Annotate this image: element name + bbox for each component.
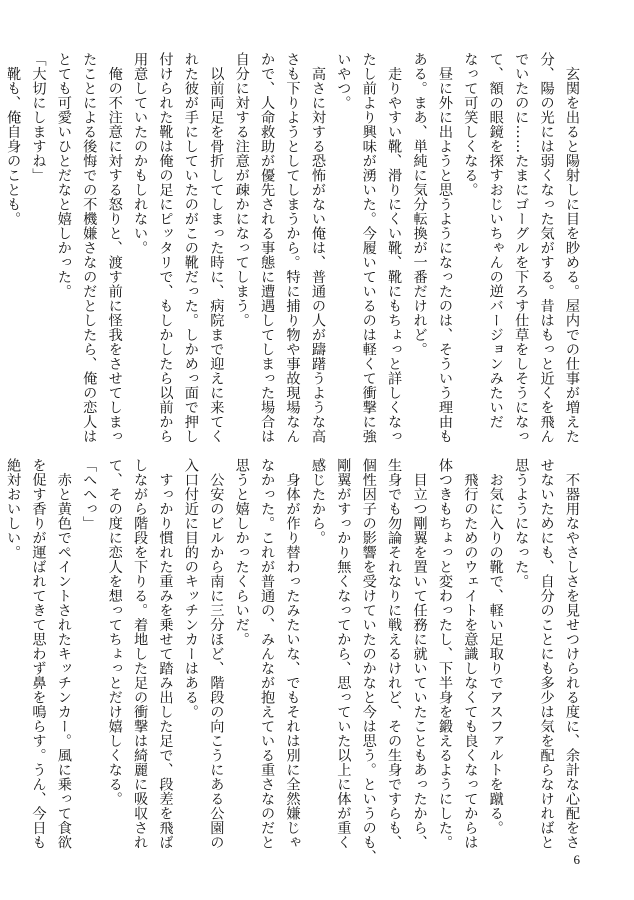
text-line: 感じたから。 (309, 458, 326, 545)
text-line: とても可愛いひとだなと嬉しかった。 (55, 52, 72, 299)
text-line: 思うようになった。 (513, 458, 530, 589)
text-line: を促す香りが運ばれてきて思わず鼻を鳴らす。うん、今日も (30, 458, 47, 850)
text-line: お気に入りの靴で、軽い足取りでアスファルトを蹴る。 (487, 458, 504, 835)
text-line: 以前両足を骨折してしまった時に、病院まで迎えに来てく (208, 52, 225, 444)
text-line: しながら階段を下りる。着地した足の衝撃は綺麗に吸収され (132, 458, 149, 850)
text-line: 玄関を出ると陽射しに目を眇める。屋内での仕事が増えた (564, 52, 580, 444)
text-line: せないためにも、自分のことにも多少は気を配らなければと (538, 458, 555, 850)
text-line: て、額の眼鏡を探すおじいちゃんの逆バージョンみたいだ (487, 52, 504, 429)
text-line: 俺の不注意に対する怒りと、渡す前に怪我をさせてしまっ (106, 52, 123, 444)
text-line: 飛行のためのウェイトを意識しなくても良くなってからは (462, 458, 479, 850)
text-line: 走りやすい靴、滑りにくい靴、靴にもちょっと詳しくなっ (386, 52, 403, 444)
text-line: 身体が作り替わったみたいな、でもそれは別に全然嫌じゃ (284, 458, 301, 850)
page-number: 6 (573, 852, 580, 867)
text-line: 靴も、俺自身のことも。 (5, 52, 22, 226)
text-line: すっかり慣れた重みを乗せて踏み出した足で、段差を飛ば (157, 458, 174, 850)
text-line: いやつ。 (335, 52, 352, 110)
text-line: れた彼が手にしていたのがこの靴だった。しかめっ面で押し (182, 52, 199, 444)
text-line: 分、陽の光には弱くなった気がする。昔はもっと近くを飛ん (538, 52, 555, 444)
text-line: 「大切にしますね」 (30, 52, 47, 183)
text-line: 入口付近に目的のキッチンカーはある。 (182, 458, 199, 719)
text-line: 不器用なやさしさを見せつけられる度に、余計な心配をさ (564, 458, 580, 850)
text-block-top (0, 52, 584, 447)
text-line: でいたのに……たまにゴーグルを下ろす仕草をしそうになっ (513, 52, 530, 444)
text-line: 公安のビルから南に三分ほど、階段の向こうにある公園の (208, 458, 225, 850)
text-line: かで、人命救助が優先される事態に遭遇してしまった場合は (259, 52, 276, 444)
text-line: さも下りようとしてしまうから。特に捕り物や事故現場なん (284, 52, 301, 444)
text-line: 「へへっ」 (81, 458, 98, 531)
text-line: 生身でも勿論それなりに戦えるけれど、その生身ですらも、 (386, 458, 403, 850)
text-line: たし前より興味が湧いた。今履いているのは軽くて衝撃に強 (360, 52, 377, 444)
text-line: ある。まあ、単純に気分転換が一番だけれど。 (411, 52, 428, 357)
text-line: 思うと嬉しかったくらいだ。 (233, 458, 250, 647)
text-line: 体つきもちょっと変わったし、下半身を鍛えるようにした。 (436, 458, 453, 850)
text-line: て、その度に恋人を想ってちょっとだけ嬉しくなる。 (106, 458, 123, 806)
text-line: なって可笑しくなる。 (462, 52, 479, 197)
text-line: たことによる後悔での不機嫌さなのだとしたら、俺の恋人は (81, 52, 98, 444)
text-line: 自分に対する注意が疎かになってしまう。 (233, 52, 250, 328)
text-line: 赤と黄色でペイントされたキッチンカー。風に乗って食欲 (55, 458, 72, 850)
text-line: なかった。これが普通の、みんなが抱えている重さなのだと (259, 458, 276, 850)
text-line: 剛翼がすっかり無くなってから、思っていた以上に体が重く (335, 458, 352, 850)
text-line: 目立つ剛翼を置いて任務に就いていたこともあったから、 (411, 458, 428, 850)
text-line: 昼に外に出ようと思うようになったのは、そういう理由も (436, 52, 453, 444)
text-line: 付けられた靴は俺の足にピッタリで、もしかしたら以前から (157, 52, 174, 444)
text-line: 用意していたのかもしれない。 (132, 52, 149, 255)
text-line: 高さに対する恐怖がない俺は、普通の人が躊躇うような高 (309, 52, 326, 444)
text-block-bottom (0, 458, 584, 864)
text-line: 個性因子の影響を受けていたのかなと今は思う。というのも、 (360, 458, 377, 864)
text-line: 絶対おいしい。 (5, 458, 22, 560)
